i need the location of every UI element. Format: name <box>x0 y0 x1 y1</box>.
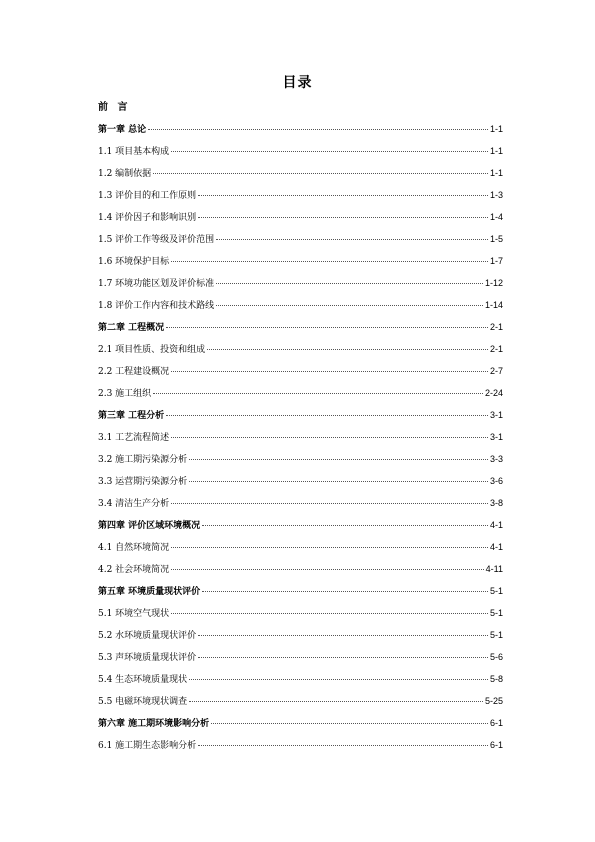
toc-section-entry[interactable] <box>98 536 503 558</box>
toc-dot-leader <box>216 238 488 240</box>
toc-section-entry[interactable] <box>98 426 503 448</box>
toc-dot-leader <box>189 678 488 680</box>
toc-dot-leader <box>171 436 488 438</box>
toc-entry-page: 2-7 <box>489 366 503 376</box>
toc-dot-leader <box>148 128 488 130</box>
toc-section-entry[interactable] <box>98 228 503 250</box>
toc-entry-page: 5-8 <box>489 674 503 684</box>
toc-dot-leader <box>166 326 488 328</box>
toc-entry-label: 3.4 清洁生产分析 <box>98 499 170 509</box>
toc-entry-page: 1-1 <box>489 146 503 156</box>
toc-section-entry[interactable] <box>98 734 503 756</box>
toc-entry-label: 4.1 自然环境简况 <box>98 543 170 553</box>
toc-dot-leader <box>202 590 488 592</box>
toc-section-entry[interactable] <box>98 690 503 712</box>
toc-entry-label: 3.2 施工期污染源分析 <box>98 455 188 465</box>
toc-dot-leader <box>171 568 483 570</box>
toc-section-entry[interactable] <box>98 206 503 228</box>
toc-entry-page: 5-1 <box>489 608 503 618</box>
toc-entry-page: 2-24 <box>484 388 503 398</box>
toc-entry-label: 第四章 评价区域环境概况 <box>98 521 201 531</box>
toc-entry-label: 1.4 评价因子和影响识别 <box>98 213 197 223</box>
toc-entry-label: 6.1 施工期生态影响分析 <box>98 741 197 751</box>
toc-entry-label: 2.2 工程建设概况 <box>98 367 170 377</box>
toc-entry-label: 1.1 项目基本构成 <box>98 147 170 157</box>
toc-entry-label: 1.6 环境保护目标 <box>98 257 170 267</box>
toc-entry-page: 1-4 <box>489 212 503 222</box>
toc-dot-leader <box>171 612 488 614</box>
toc-section-entry[interactable] <box>98 602 503 624</box>
toc-section-entry[interactable] <box>98 470 503 492</box>
toc-entry-label: 1.3 评价目的和工作原则 <box>98 191 197 201</box>
toc-entry-page: 5-1 <box>489 630 503 640</box>
toc-entry-page: 2-1 <box>489 344 503 354</box>
toc-entry-page: 6-1 <box>489 740 503 750</box>
toc-dot-leader <box>211 722 488 724</box>
toc-section-entry[interactable] <box>98 668 503 690</box>
toc-section-entry[interactable] <box>98 558 503 580</box>
toc-entry-label: 5.1 环境空气现状 <box>98 609 170 619</box>
toc-entry-page: 3-1 <box>489 410 503 420</box>
toc-section-entry[interactable] <box>98 162 503 184</box>
toc-entry-page: 1-3 <box>489 190 503 200</box>
toc-dot-leader <box>171 260 488 262</box>
toc-dot-leader <box>198 656 488 658</box>
toc-entry-label: 1.8 评价工作内容和技术路线 <box>98 301 215 311</box>
toc-list <box>98 118 503 756</box>
toc-entry-page: 5-1 <box>489 586 503 596</box>
toc-entry-page: 1-1 <box>489 168 503 178</box>
toc-dot-leader <box>171 370 488 372</box>
toc-entry-page: 6-1 <box>489 718 503 728</box>
toc-section-entry[interactable] <box>98 624 503 646</box>
toc-dot-leader <box>202 524 488 526</box>
toc-dot-leader <box>198 194 488 196</box>
toc-dot-leader <box>153 392 483 394</box>
toc-entry-label: 5.4 生态环境质量现状 <box>98 675 188 685</box>
toc-section-entry[interactable] <box>98 294 503 316</box>
toc-entry-label: 5.2 水环境质量现状评价 <box>98 631 197 641</box>
toc-preface: 前 言 <box>98 102 131 113</box>
toc-entry-label: 第五章 环境质量现状评价 <box>98 587 201 597</box>
toc-section-entry[interactable] <box>98 646 503 668</box>
toc-entry-label: 第二章 工程概况 <box>98 323 165 333</box>
toc-dot-leader <box>189 480 488 482</box>
toc-entry-page: 1-12 <box>484 278 503 288</box>
toc-entry-page: 3-8 <box>489 498 503 508</box>
toc-entry-label: 4.2 社会环境简况 <box>98 565 170 575</box>
toc-dot-leader <box>189 700 483 702</box>
toc-chapter-entry[interactable] <box>98 118 503 140</box>
toc-entry-label: 5.5 电磁环境现状调查 <box>98 697 188 707</box>
toc-dot-leader <box>216 304 483 306</box>
toc-entry-page: 3-6 <box>489 476 503 486</box>
toc-section-entry[interactable] <box>98 272 503 294</box>
toc-entry-label: 第六章 施工期环境影响分析 <box>98 719 210 729</box>
toc-entry-page: 4-1 <box>489 520 503 530</box>
toc-dot-leader <box>198 744 488 746</box>
toc-entry-label: 1.2 编制依据 <box>98 169 152 179</box>
toc-dot-leader <box>207 348 488 350</box>
toc-entry-page: 5-6 <box>489 652 503 662</box>
toc-dot-leader <box>198 634 488 636</box>
toc-dot-leader <box>153 172 488 174</box>
toc-dot-leader <box>171 546 488 548</box>
toc-chapter-entry[interactable] <box>98 404 503 426</box>
toc-entry-page: 3-3 <box>489 454 503 464</box>
toc-entry-page: 1-5 <box>489 234 503 244</box>
toc-section-entry[interactable] <box>98 360 503 382</box>
toc-entry-label: 2.1 项目性质、投资和组成 <box>98 345 206 355</box>
toc-section-entry[interactable] <box>98 448 503 470</box>
toc-entry-label: 第一章 总论 <box>98 125 147 135</box>
toc-dot-leader <box>189 458 488 460</box>
toc-entry-label: 3.3 运营期污染源分析 <box>98 477 188 487</box>
toc-entry-page: 1-14 <box>484 300 503 310</box>
toc-entry-page: 3-1 <box>489 432 503 442</box>
toc-dot-leader <box>216 282 483 284</box>
toc-chapter-entry[interactable] <box>98 316 503 338</box>
toc-dot-leader <box>171 502 488 504</box>
toc-dot-leader <box>198 216 488 218</box>
toc-entry-page: 4-1 <box>489 542 503 552</box>
toc-entry-page: 1-1 <box>489 124 503 134</box>
toc-entry-label: 2.3 施工组织 <box>98 389 152 399</box>
toc-entry-page: 4-11 <box>485 564 503 574</box>
toc-title: 目录 <box>282 75 313 91</box>
toc-entry-page: 5-25 <box>484 696 503 706</box>
toc-dot-leader <box>166 414 488 416</box>
toc-entry-label: 1.5 评价工作等级及评价范围 <box>98 235 215 245</box>
toc-chapter-entry[interactable] <box>98 514 503 536</box>
toc-entry-label: 3.1 工艺流程简述 <box>98 433 170 443</box>
toc-section-entry[interactable] <box>98 338 503 360</box>
toc-entry-page: 1-7 <box>489 256 503 266</box>
toc-section-entry[interactable] <box>98 492 503 514</box>
toc-section-entry[interactable] <box>98 140 503 162</box>
toc-section-entry[interactable] <box>98 250 503 272</box>
toc-chapter-entry[interactable] <box>98 712 503 734</box>
toc-chapter-entry[interactable] <box>98 580 503 602</box>
toc-section-entry[interactable] <box>98 382 503 404</box>
toc-section-entry[interactable] <box>98 184 503 206</box>
toc-entry-label: 第三章 工程分析 <box>98 411 165 421</box>
toc-dot-leader <box>171 150 488 152</box>
toc-entry-page: 2-1 <box>489 322 503 332</box>
toc-entry-label: 5.3 声环境质量现状评价 <box>98 653 197 663</box>
toc-entry-label: 1.7 环境功能区划及评价标准 <box>98 279 215 289</box>
